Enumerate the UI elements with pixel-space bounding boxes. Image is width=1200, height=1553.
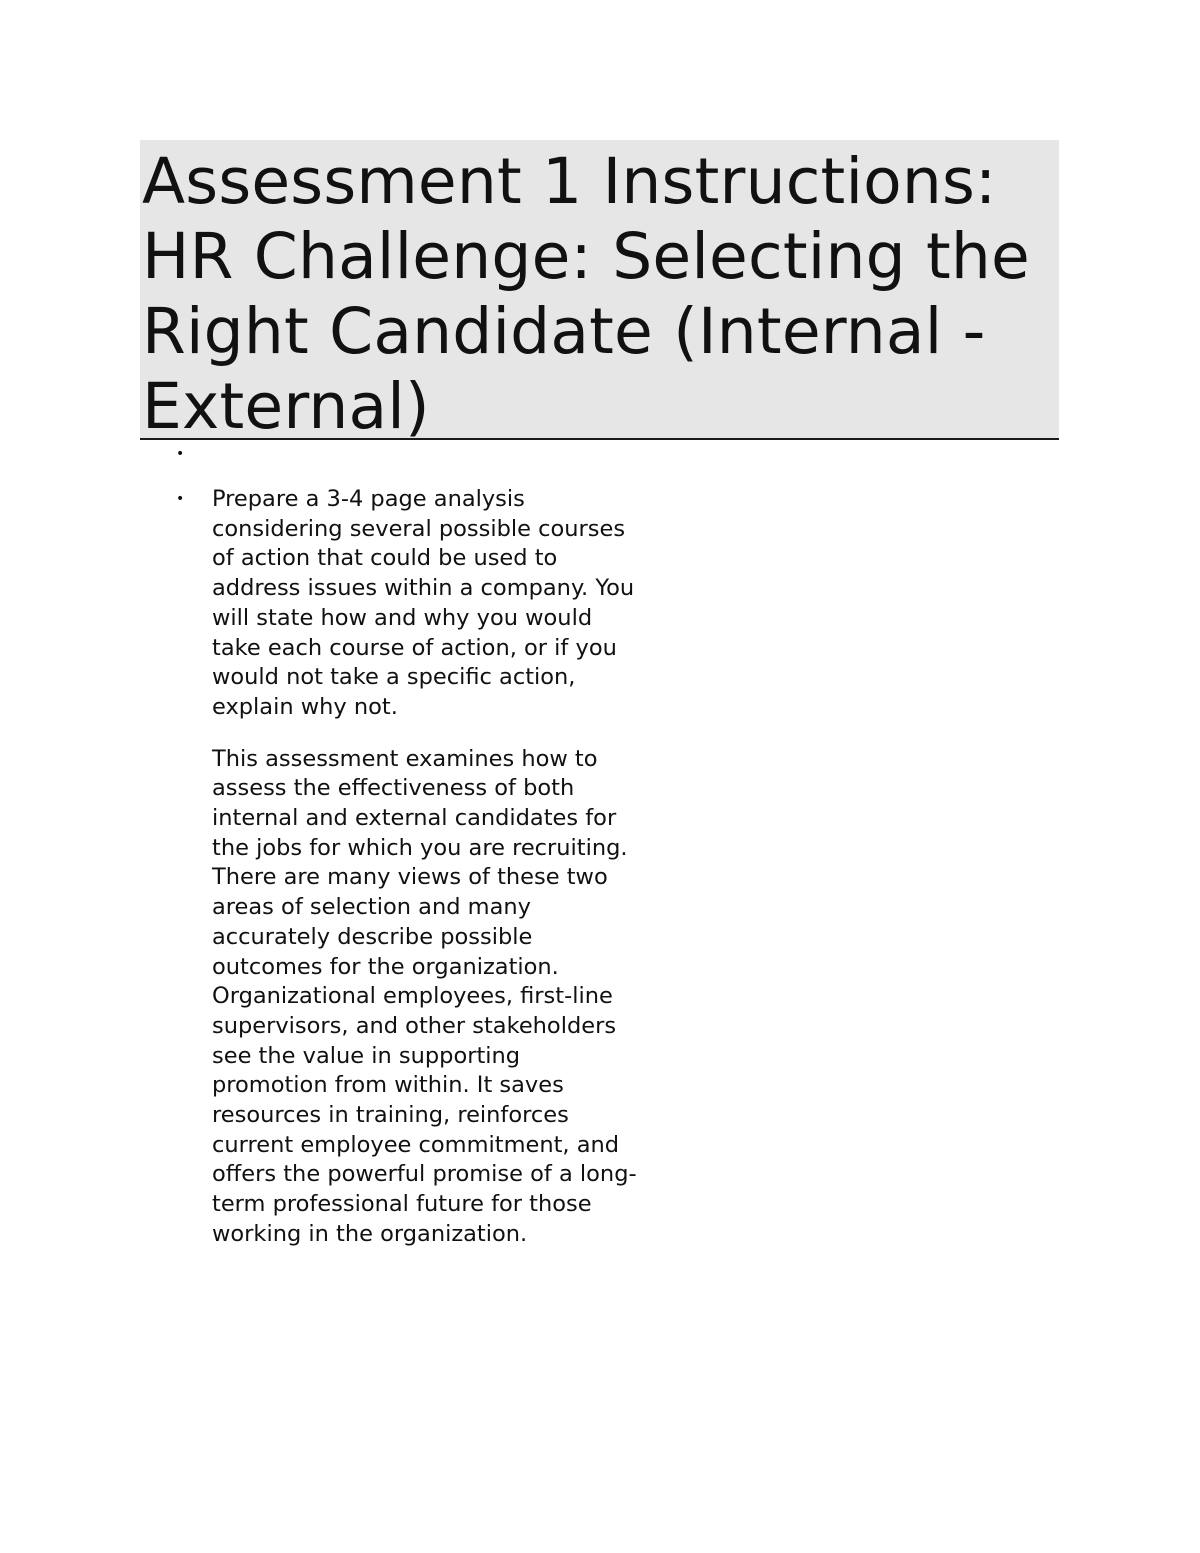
instruction-paragraph: Prepare a 3-4 page analysis considering several possible courses of action that could be used to address issues within a company. You will state how and why you would take each course of action, or if you would not take a specific action, explain why not. <box>212 486 635 720</box>
bullet-icon: • <box>176 446 185 462</box>
list-item-instructions <box>172 485 642 1250</box>
assessment-paragraph: This assessment examines how to assess the effectiveness of both internal and external candidates for the jobs for which you are recruiting. There are many views of these two areas of selection and many accurately describe possible outcomes for the organization. Organizational employees, first-line supervisors, and other stakeholders see the value in supporting promotion from within. It saves resources in training, reinforces current employee commitment, and offers the powerful promise of a long-term professional future for those working in the organization. <box>212 745 637 1247</box>
instruction-list <box>172 446 642 1250</box>
bullet-icon: • <box>176 491 185 507</box>
title-block <box>140 140 1059 443</box>
document-title: Assessment 1 Instructions: HR Challenge: Selecting the Right Candidate (Internal - External) <box>142 145 1030 443</box>
list-item-empty <box>172 446 642 466</box>
